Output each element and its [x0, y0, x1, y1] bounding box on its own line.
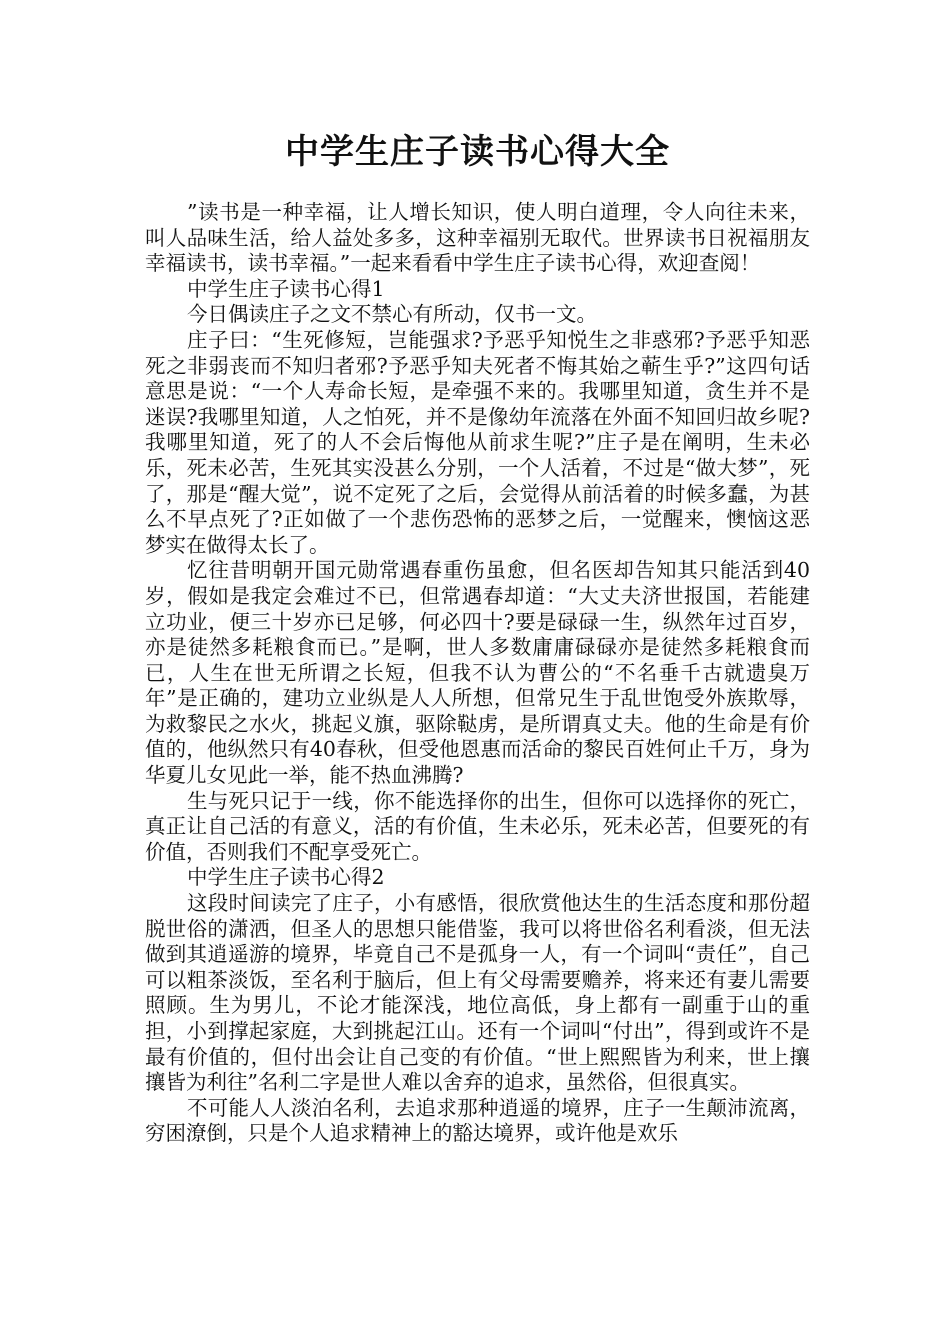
document-page	[145, 124, 810, 1147]
paragraph: 这段时间读完了庄子，小有感悟，很欣赏他达生的生活态度和那份超脱世俗的潇洒，但圣人的思想只能借鉴，我可以将世俗名利看淡，但无法做到其逍遥游的境界，毕竟自己不是孤身一人，有一个词叫“责任”，自己可以粗茶淡饭，至名利于脑后，但上有父母需要赡养，将来还有妻儿需要照顾。生为男儿，不论才能深浅，地位高低，身上都有一副重于山的重担，小到撑起家庭，大到挑起江山。还有一个词叫“付出”，得到或许不是最有价值的，但付出会让自己变的有价值。“世上熙熙皆为利来，世上攘攘皆为利往”名利二字是世人难以舍弃的追求，虽然俗，但很真实。	[145, 891, 810, 1095]
document-title: 中学生庄子读书心得大全	[285, 132, 670, 172]
document-body	[145, 200, 810, 1147]
section-heading-1: 中学生庄子读书心得1	[187, 276, 385, 301]
section-heading-2: 中学生庄子读书心得2	[187, 865, 385, 890]
paragraph: 今日偶读庄子之文不禁心有所动，仅书一文。	[187, 302, 597, 327]
paragraph: 庄子曰：“生死修短，岂能强求?予恶乎知悦生之非惑邪?予恶乎知恶死之非弱丧而不知归者邪?予恶乎知夫死者不悔其始之蕲生乎?”这四句话意思是说：“一个人寿命长短，是牵强不来的。我哪里知道，贪生并不是迷误?我哪里知道，人之怕死，并不是像幼年流落在外面不知回归故乡呢?我哪里知道，死了的人不会后悔他从前求生呢?”庄子是在阐明，生未必乐，死未必苦，生死其实没甚么分别，一个人活着，不过是“做大梦”，死了，那是“醒大觉”，说不定死了之后，会觉得从前活着的时候多蠢，为甚么不早点死了?正如做了一个悲伤恐怖的恶梦之后，一觉醒来，懊恼这恶梦实在做得太长了。	[145, 327, 810, 557]
paragraph: 忆往昔明朝开国元勋常遇春重伤虽愈，但名医却告知其只能活到40岁，假如是我定会难过不已，但常遇春却道：“大丈夫济世报国，若能建立功业，便三十岁亦已足够，何必四十?要是碌碌一生，纵然年过百岁，亦是徒然多耗粮食而已。”是啊，世人多数庸庸碌碌亦是徒然多耗粮食而已，人生在世无所谓之长短，但我不认为曹公的“不名垂千古就遗臭万年”是正确的，建功立业纵是人人所想，但常兄生于乱世饱受外族欺辱，为救黎民之水火，挑起义旗，驱除鞑虏，是所谓真丈夫。他的生命是有价值的，他纵然只有40春秋，但受他恩惠而活命的黎民百姓何止千万，身为华夏儿女见此一举，能不热血沸腾?	[145, 558, 810, 788]
paragraph: 不可能人人淡泊名利，去追求那种逍遥的境界，庄子一生颠沛流离，穷困潦倒，只是个人追求精神上的豁达境界，或许他是欢乐	[145, 1095, 810, 1146]
paragraph-intro: ”读书是一种幸福，让人增长知识，使人明白道理，令人向往未来，叫人品味生活，给人益处多多，这种幸福别无取代。世界读书日祝福朋友幸福读书，读书幸福。”一起来看看中学生庄子读书心得，欢迎查阅！	[145, 200, 810, 276]
paragraph: 生与死只记于一线，你不能选择你的出生，但你可以选择你的死亡，真正让自己活的有意义，活的有价值，生未必乐，死未必苦，但要死的有价值，否则我们不配享受死亡。	[145, 788, 810, 864]
